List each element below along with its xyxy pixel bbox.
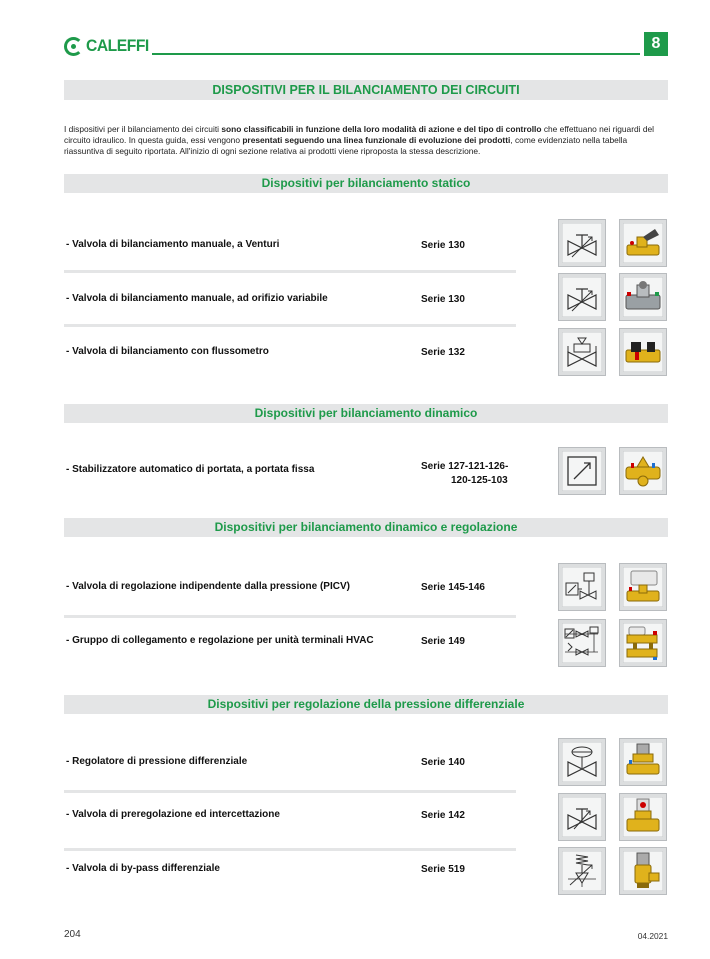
product-series: Serie 145-146 [421, 582, 485, 593]
product-label: - Valvola di by-pass differenziale [66, 863, 220, 874]
picv-product-icon [619, 563, 667, 611]
product-series-line-1: Serie 127-121-126- [421, 461, 509, 472]
edition-date: 04.2021 [637, 931, 668, 941]
product-series: Serie 132 [421, 347, 465, 358]
row-separator [64, 790, 516, 793]
row-separator [64, 848, 516, 851]
section-title-differential-pressure: Dispositivi per regolazione della pressione differenziale [64, 695, 668, 714]
presetting-valve-product-icon [619, 793, 667, 841]
page-header [64, 32, 668, 58]
product-label: - Valvola di bilanciamento manuale, ad orifizio variabile [66, 293, 328, 304]
section-title-dynamic-regulation: Dispositivi per bilanciamento dinamico e regolazione [64, 518, 668, 537]
product-label: - Regolatore di pressione differenziale [66, 756, 248, 767]
product-series: Serie 519 [421, 864, 465, 875]
product-series: Serie 142 [421, 810, 465, 821]
product-label: - Valvola di preregolazione ed intercettazione [66, 809, 280, 820]
section-title-dynamic: Dispositivi per bilanciamento dinamico [64, 404, 668, 423]
balancing-valve-symbol-icon [558, 273, 606, 321]
brand-name: CALEFFI [86, 36, 149, 55]
row-separator [64, 324, 516, 327]
section-title-static: Dispositivi per bilanciamento statico [64, 174, 668, 193]
intro-text-2: che effettuano nei riguardi del circuito idraulico. In questa guida, essi vengono [64, 124, 655, 145]
orifice-valve-product-icon [619, 273, 667, 321]
intro-text-1: I dispositivi per il bilanciamento dei circuiti [64, 124, 222, 134]
intro-text-3: , come evidenziato nella tabella riassuntiva di seguito riportata. All'inizio di ogni sezione relativa ai prodotti viene riproposta la stessa descrizione. [64, 135, 628, 156]
product-series-line-2: 120-125-103 [451, 475, 508, 486]
product-label: - Valvola di regolazione indipendente dalla pressione (PICV) [66, 581, 350, 592]
intro-bold-1: sono classificabili in funzione della loro modalità di azione e del tipo di controllo [221, 124, 542, 134]
flow-stabilizer-symbol-icon [558, 447, 606, 495]
caleffi-logo [64, 36, 154, 56]
product-series: Serie 149 [421, 636, 465, 647]
intro-bold-2: presentati seguendo una linea funzionale di evoluzione dei prodotti [242, 135, 511, 145]
presetting-valve-symbol-icon [558, 793, 606, 841]
product-label: - Gruppo di collegamento e regolazione per unità terminali HVAC [66, 635, 374, 646]
bypass-valve-product-icon [619, 847, 667, 895]
flowmeter-valve-symbol-icon [558, 328, 606, 376]
dp-regulator-product-icon [619, 738, 667, 786]
product-label: - Valvola di bilanciamento con flussometro [66, 346, 269, 357]
hvac-group-product-icon [619, 619, 667, 667]
row-separator [64, 270, 516, 273]
hvac-group-symbol-icon [558, 619, 606, 667]
header-rule [152, 53, 640, 55]
row-separator [64, 615, 516, 618]
product-series [421, 460, 508, 488]
product-label: - Stabilizzatore automatico di portata, a portata fissa [66, 464, 315, 475]
chapter-badge: 8 [644, 32, 668, 56]
dp-regulator-symbol-icon [558, 738, 606, 786]
balancing-valve-symbol-icon [558, 219, 606, 267]
product-series: Serie 130 [421, 240, 465, 251]
product-series: Serie 130 [421, 294, 465, 305]
product-series: Serie 140 [421, 757, 465, 768]
venturi-valve-product-icon [619, 219, 667, 267]
page-number: 204 [64, 929, 81, 940]
flow-stabilizer-product-icon [619, 447, 667, 495]
picv-symbol-icon [558, 563, 606, 611]
page-title: DISPOSITIVI PER IL BILANCIAMENTO DEI CIRCUITI [64, 80, 668, 100]
caleffi-logo-mark-icon [64, 37, 83, 56]
product-label: - Valvola di bilanciamento manuale, a Venturi [66, 239, 280, 250]
intro-paragraph [64, 124, 668, 157]
flowmeter-valve-product-icon [619, 328, 667, 376]
bypass-valve-symbol-icon [558, 847, 606, 895]
